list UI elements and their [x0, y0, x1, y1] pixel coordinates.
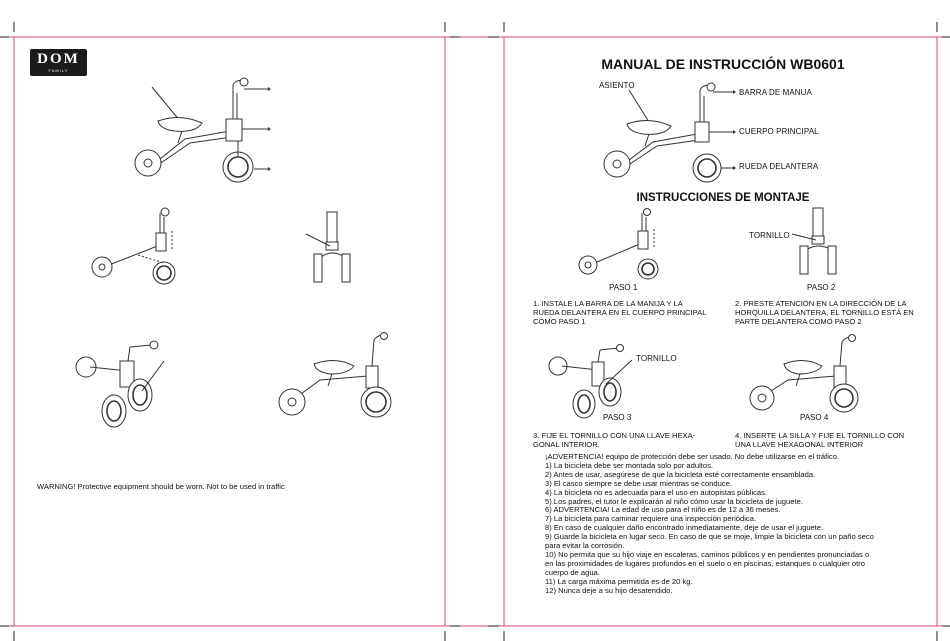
left-step1-diagram — [90, 205, 210, 285]
right-step2-diagram — [792, 206, 862, 286]
step4-label: PASO 4 — [800, 413, 829, 422]
label-front-wheel: RUEDA DELANTERA — [739, 162, 819, 171]
left-step2-diagram — [300, 208, 380, 288]
warning-line: cuerpo de agua. — [545, 567, 600, 577]
tornillo-label-step3: TORNILLO — [636, 354, 677, 363]
label-seat: ASIENTO — [599, 81, 635, 90]
warning-line: para evitar la corrosión. — [545, 541, 625, 551]
warning-line: 6) ADVERTENCIA! La edad de uso para el niño es de 12 a 36 meses. — [545, 505, 781, 515]
right-step4-diagram — [740, 334, 870, 414]
step1-text: 1. INSTALE LA BARRA DE LA MANIJA Y LA RUEDA DELANTERA EN EL CUERPO PRINCIPAL COMO PASO 1 — [533, 299, 707, 327]
left-bike-diagram — [120, 75, 420, 185]
right-step1-diagram — [576, 207, 676, 279]
label-handlebar: BARRA DE MANUA — [739, 88, 812, 97]
tornillo-label-step2: TORNILLO — [749, 231, 790, 240]
assembly-title: INSTRUCCIONES DE MONTAJE — [636, 192, 810, 204]
left-warning-text: WARNING! Protective equipment should be worn. Not to be used in traffic — [37, 482, 285, 491]
warning-line: 4) La bicicleta no es adecuada para el uso en autopistas públicas. — [545, 487, 768, 497]
step4-text: 4. INSERTE LA SILLA Y FIJE EL TORNILLO CON UNA LLAVE HEXAGONAL INTERIOR — [735, 431, 905, 450]
warning-line: 9) Guarde la bicicleta en lugar seco. En caso de que se moje, limpie la bicicleta con un paño seco — [545, 532, 874, 542]
logo-subtext: FAMILY — [48, 68, 69, 73]
left-step3-diagram — [68, 335, 188, 425]
label-main-body: CUERPO PRINCIPAL — [739, 127, 819, 136]
logo-text: DOM — [37, 51, 80, 67]
step3-text: 3. FIJE EL TORNILLO CON UNA LLAVE HEXA- GONAL INTERIOR. — [533, 431, 696, 450]
step1-label: PASO 1 — [609, 283, 638, 292]
brand-logo — [30, 49, 87, 76]
page-title: MANUAL DE INSTRUCCIÓN WB0601 — [601, 56, 845, 72]
warning-line: 5) Los padres, el tutor le explicarán al niño cómo usar la bicicleta de juguete. — [545, 496, 803, 506]
warning-line: 7) La bicicleta para caminar requiere una inspección periódica. — [545, 514, 757, 524]
step3-label: PASO 3 — [603, 413, 632, 422]
warning-line: 10) No permita que su hijo viaje en escaleras, caminos públicos y en pendientes pronunciadas o — [545, 549, 870, 559]
warning-line: 11) La carga máxima permitida es de 20 kg. — [545, 576, 693, 586]
warning-line: 1) La bicicleta debe ser montada solo por adultos. — [545, 460, 714, 470]
step2-label: PASO 2 — [807, 283, 836, 292]
right-bike-diagram — [597, 80, 757, 190]
warning-line: 8) En caso de cualquier daño encontrado inmediatamente, deje de usar el juguete. — [545, 523, 824, 533]
left-step4-diagram — [270, 330, 400, 420]
warning-line: en las proximidades de lugares profundos en el suelo o en piscinas, estanques o cualquier otro — [545, 558, 865, 568]
warnings-list — [545, 453, 925, 596]
warning-line: 3) El casco siempre se debe usar mientras se conduce. — [545, 478, 732, 488]
warning-line: ¡ADVERTENCIA! equipo de protección debe ser usado. No debe utilizarse en el tráfico. — [545, 452, 840, 461]
step2-text: 2. PRESTE ATENCIÓN EN LA DIRECCIÓN DE LA HORQUILLA DELANTERA, EL TORNILLO ESTÁ EN PARTE DELANTERA COMO PASO 2 — [735, 299, 914, 327]
warning-line: 12) Nunca deje a su hijo desatendido. — [545, 585, 673, 595]
right-step3-diagram — [540, 342, 650, 422]
warning-line: 2) Antes de usar, asegúrese de que la bicicleta esté correctamente ensamblada. — [545, 469, 816, 479]
